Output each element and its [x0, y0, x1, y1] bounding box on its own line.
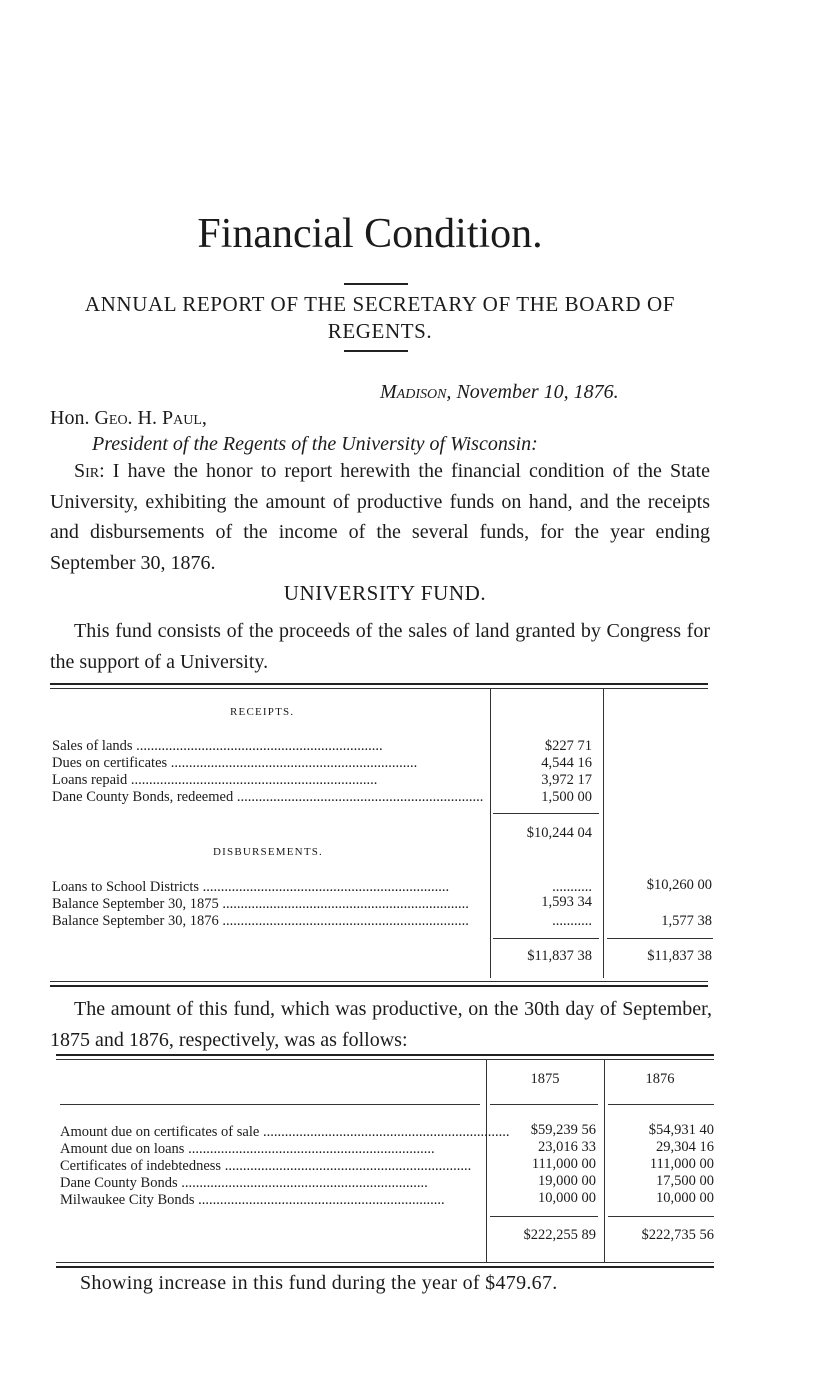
- fund-total-1876: $222,735 56: [641, 1227, 714, 1243]
- report-heading: ANNUAL REPORT OF THE SECRETARY OF THE BOARD OF REGENTS.: [84, 292, 676, 343]
- total-col1: $11,837 38: [527, 948, 592, 964]
- intro-text: I have the honor to report herewith the financial condition of the State University, exhibiting the amount of productive funds on hand, and the receipts and disbursements of the income of the several funds, for the year ending September 30, 1876.: [50, 460, 710, 574]
- fund-row-1875: 19,000 00: [538, 1173, 596, 1189]
- productive-paragraph: [50, 994, 712, 1055]
- receipt-row-label: Sales of lands ....................................................................: [52, 738, 383, 754]
- receipt-row-amount: 4,544 16: [541, 755, 592, 771]
- closing-statement: Showing increase in this fund during the year of $479.67.: [80, 1272, 558, 1294]
- receipt-row-amount: $227 71: [544, 738, 592, 754]
- dateline-place: Madison,: [380, 381, 452, 403]
- table2-col-divider-2: [604, 1060, 605, 1262]
- table1-top-rule-thin: [50, 688, 708, 689]
- fund-row-label: Amount due on loans ....................................................................: [60, 1141, 435, 1157]
- receipt-row-label: Dane County Bonds, redeemed ....................................................................: [52, 789, 484, 805]
- fund-row-label: Milwaukee City Bonds ....................................................................: [60, 1192, 445, 1208]
- totals-rule-col2: [607, 938, 713, 939]
- table2-header-rule-1876: [608, 1104, 714, 1105]
- table2-col-divider-1: [486, 1060, 487, 1262]
- receipt-row-amount: 3,972 17: [541, 772, 592, 788]
- fund-row-label: Amount due on certificates of sale ....................................................................: [60, 1124, 510, 1140]
- receipt-row-label: Dues on certificates ....................................................................: [52, 755, 418, 771]
- receipts-subtotal-rule: [493, 813, 599, 814]
- productive-text: The amount of this fund, which was productive, on the 30th day of September, 1875 and 1876, respectively, was as follows:: [50, 998, 712, 1051]
- fund-row-label: Dane County Bonds ....................................................................: [60, 1175, 428, 1191]
- disbursement-amount: $10,260 00: [646, 877, 712, 893]
- fund-row-1876: 111,000 00: [649, 1156, 714, 1172]
- fund-row-1875: 10,000 00: [538, 1190, 596, 1206]
- disbursement-row-label: Balance September 30, 1875 ....................................................................: [52, 896, 469, 912]
- fund-row-1876: $54,931 40: [648, 1122, 714, 1138]
- dateline-date: November 10, 1876.: [456, 381, 619, 403]
- table1-bottom-rule: [50, 985, 708, 987]
- table2-bottom-rule-thin: [56, 1262, 714, 1263]
- page-title: Financial Condition.: [197, 211, 543, 257]
- table2-top-rule-thin: [56, 1059, 714, 1060]
- salutation: President of the Regents of the University of Wisconsin:: [92, 433, 538, 455]
- receipt-row-label: Loans repaid ....................................................................: [52, 772, 378, 788]
- disbursement-amount: 1,577 38: [661, 913, 712, 929]
- intro-paragraph: [50, 456, 710, 578]
- sir-salutation: Sir:: [74, 460, 105, 482]
- fund-row-1875: 23,016 33: [538, 1139, 596, 1155]
- table1-col-divider-2: [603, 688, 604, 978]
- fund-heading: UNIVERSITY FUND.: [283, 581, 487, 605]
- year-header-1876: 1876: [645, 1071, 675, 1087]
- fund-row-label: Certificates of indebtedness ....................................................................: [60, 1158, 472, 1174]
- disbursement-row-label: Balance September 30, 1876 ....................................................................: [52, 913, 469, 929]
- disbursement-leader: ...........: [552, 879, 592, 895]
- table1-col-divider-1: [490, 688, 491, 978]
- disbursement-row-label: Loans to School Districts ....................................................................: [52, 879, 450, 895]
- table2-totals-rule-1876: [608, 1216, 714, 1217]
- receipt-row-amount: 1,500 00: [541, 789, 592, 805]
- table2-totals-rule-1875: [490, 1216, 598, 1217]
- disbursements-caption: DISBURSEMENTS.: [213, 846, 324, 858]
- addressee: [50, 407, 207, 430]
- fund-total-1875: $222,255 89: [523, 1227, 596, 1243]
- table2-bottom-rule: [56, 1266, 714, 1268]
- table2-top-rule: [56, 1054, 714, 1056]
- table1-top-rule: [50, 683, 708, 685]
- dateline: [380, 381, 619, 404]
- heading-rule: [344, 350, 408, 352]
- receipts-caption: RECEIPTS.: [230, 706, 295, 718]
- disbursement-amount: 1,593 34: [541, 894, 592, 910]
- fund-row-1875: 111,000 00: [531, 1156, 596, 1172]
- table2-header-rule-1875: [490, 1104, 598, 1105]
- fund-row-1876: 17,500 00: [656, 1173, 714, 1189]
- total-col2: $11,837 38: [647, 948, 712, 964]
- title-rule: [344, 283, 408, 285]
- addressee-name: Geo. H. Paul,: [94, 407, 207, 429]
- fund-description-text: This fund consists of the proceeds of the sales of land granted by Congress for the support of a University.: [50, 620, 710, 673]
- addressee-prefix: Hon.: [50, 407, 95, 429]
- fund-row-1875: $59,239 56: [530, 1122, 596, 1138]
- fund-row-1876: 10,000 00: [656, 1190, 714, 1206]
- year-header-1875: 1875: [530, 1071, 560, 1087]
- table1-bottom-rule-thin: [50, 981, 708, 982]
- table2-header-rule-label: [60, 1104, 480, 1105]
- fund-row-1876: 29,304 16: [656, 1139, 714, 1155]
- totals-rule-col1: [493, 938, 599, 939]
- fund-description: [50, 616, 710, 677]
- receipts-subtotal: $10,244 04: [526, 825, 592, 841]
- disbursement-leader: ...........: [552, 913, 592, 929]
